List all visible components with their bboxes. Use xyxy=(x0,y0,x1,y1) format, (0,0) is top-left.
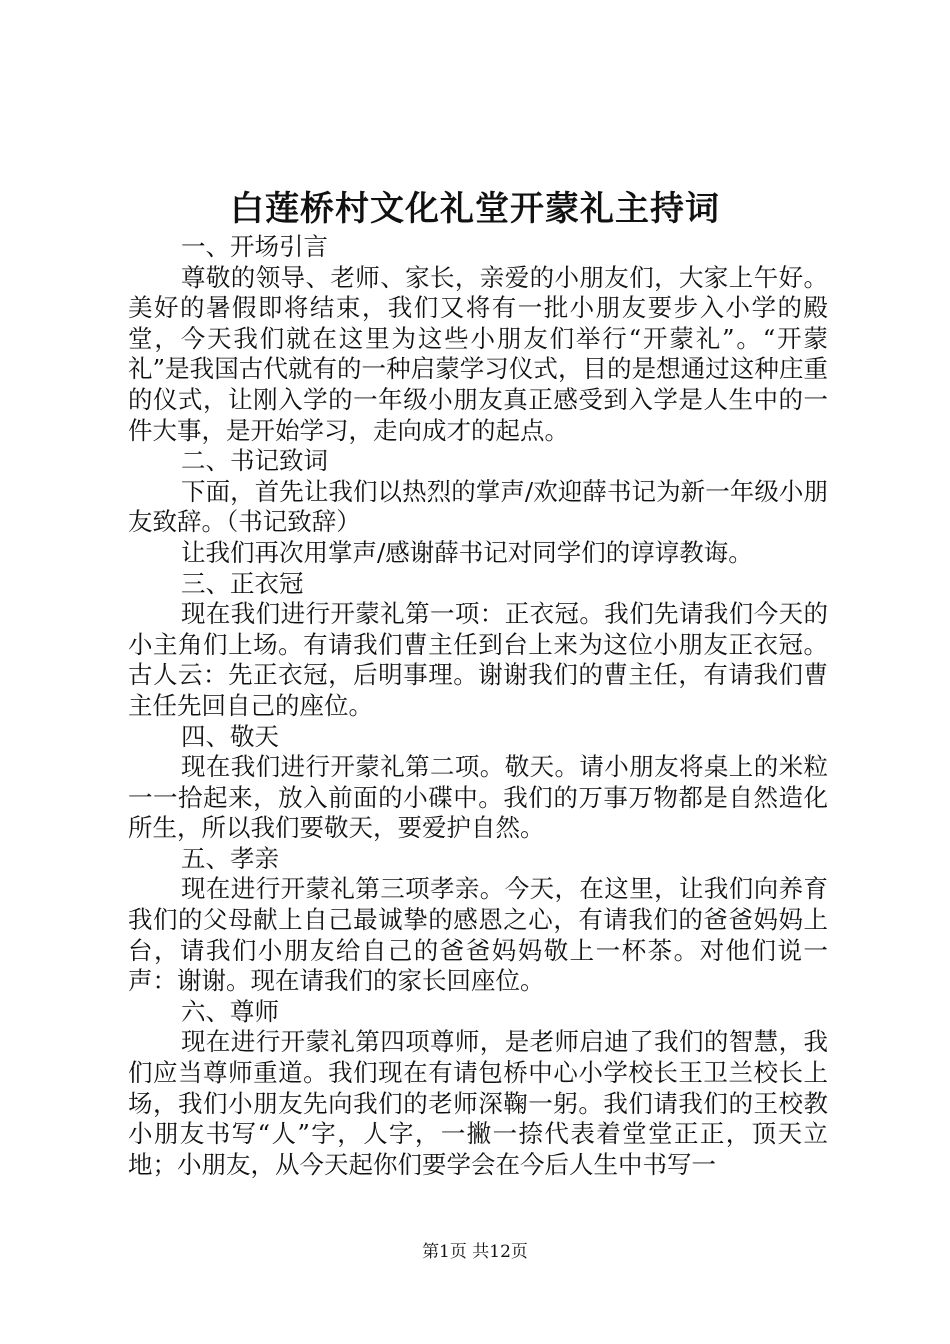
section-heading-respect-heaven: 四、敬天 xyxy=(181,721,279,751)
section-paragraph-secretary-speech-1: 下面，首先让我们以热烈的掌声/欢迎薛书记为新一年级小朋友致辞。（书记致辞） xyxy=(128,476,828,537)
document-title: 白莲桥村文化礼堂开蒙礼主持词 xyxy=(230,189,720,229)
section-paragraph-opening: 尊敬的领导、老师、家长，亲爱的小朋友们，大家上午好。美好的暑假即将结束，我们又将有一批小朋友要步入小学的殿堂，今天我们就在这里为这些小朋友们举行“开蒙礼”。“开蒙礼”是我国古代就有的一种启蒙学习仪式，目的是想通过这种庄重的仪式，让刚入学的一年级小朋友真正感受到入学是人生中的一件大事，是开始学习，走向成才的起点。 xyxy=(128,262,828,445)
section-heading-secretary-speech: 二、书记致词 xyxy=(181,446,328,476)
section-heading-respect-teachers: 六、尊师 xyxy=(181,996,279,1026)
section-paragraph-dress-ritual: 现在我们进行开蒙礼第一项：正衣冠。我们先请我们今天的小主角们上场。有请我们曹主任到台上来为这位小朋友正衣冠。古人云：先正衣冠，后明事理。谢谢我们的曹主任，有请我们曹主任先回自己的座位。 xyxy=(128,599,828,720)
section-paragraph-respect-heaven: 现在我们进行开蒙礼第二项。敬天。请小朋友将桌上的米粒一一拾起来，放入前面的小碟中。我们的万事万物都是自然造化所生，所以我们要敬天，要爱护自然。 xyxy=(128,752,828,843)
document-body xyxy=(128,232,828,1180)
section-heading-dress-ritual: 三、正衣冠 xyxy=(181,568,304,598)
section-heading-filial-piety: 五、孝亲 xyxy=(181,843,279,873)
section-paragraph-filial-piety: 现在进行开蒙礼第三项孝亲。今天，在这里，让我们向养育我们的父母献上自己最诚挚的感恩之心，有请我们的爸爸妈妈上台，请我们小朋友给自己的爸爸妈妈敬上一杯茶。对他们说一声：谢谢。现在请我们的家长回座位。 xyxy=(128,874,828,996)
section-paragraph-secretary-speech-2: 让我们再次用掌声/感谢薛书记对同学们的谆谆教诲。 xyxy=(181,537,753,567)
section-paragraph-respect-teachers: 现在进行开蒙礼第四项尊师，是老师启迪了我们的智慧，我们应当尊师重道。我们现在有请包桥中心小学校长王卫兰校长上场，我们小朋友先向我们的老师深鞠一躬。我们请我们的王校教小朋友书写“人”字，人字，一撇一捺代表着堂堂正正，顶天立地；小朋友，从今天起你们要学会在今后人生中书写一 xyxy=(128,1027,828,1179)
section-heading-opening: 一、开场引言 xyxy=(181,232,328,261)
page-footer: 第1页 共12页 xyxy=(422,1242,528,1262)
